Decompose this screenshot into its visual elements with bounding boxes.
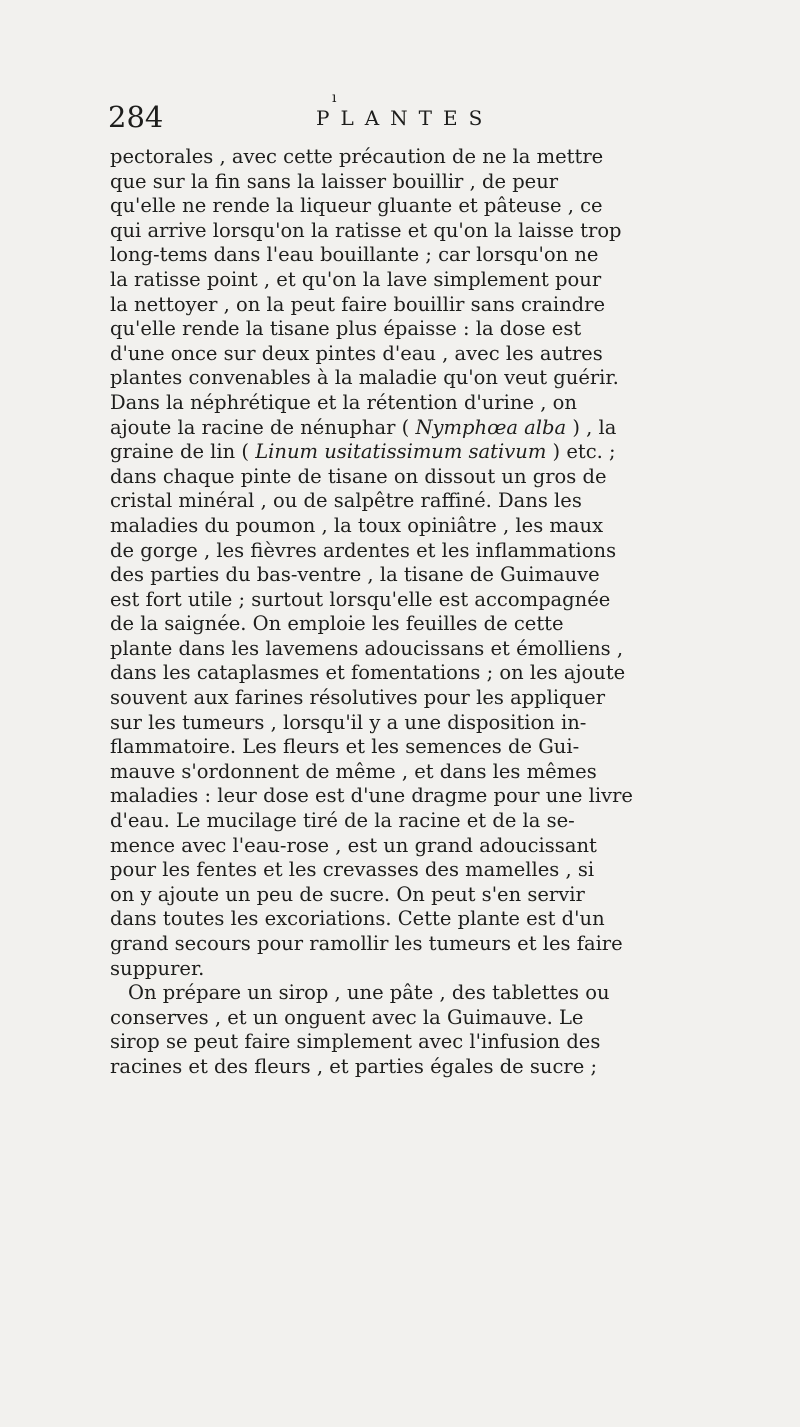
text-line: ajoute la racine de nénuphar ( Nymphœa alba ) , la	[110, 415, 617, 439]
text-line: de gorge , les fièvres ardentes et les inflammations	[110, 538, 617, 562]
text-line: racines et des fleurs , et parties égales de sucre ;	[110, 1054, 598, 1078]
text-line: des parties du bas-ventre , la tisane de Guimauve	[110, 563, 600, 587]
text-line: sirop se peut faire simplement avec l'infusion des	[110, 1030, 601, 1054]
ink-mark: ı	[332, 90, 337, 106]
text-line: qui arrive lorsqu'on la ratisse et qu'on la laisse trop	[110, 218, 622, 242]
text-line: qu'elle rende la tisane plus épaisse : la dose est	[110, 317, 582, 341]
text-line: dans toutes les excoriations. Cette plante est d'un	[110, 907, 605, 931]
text-line: sur les tumeurs , lorsqu'il y a une disposition in-	[110, 710, 587, 734]
text-line: plantes convenables à la maladie qu'on veut guérir.	[110, 366, 619, 390]
text-line: plante dans les lavemens adoucissans et émolliens ,	[110, 636, 624, 660]
text-line: la ratisse point , et qu'on la lave simplement pour	[110, 267, 602, 291]
text-line: grand secours pour ramollir les tumeurs et les faire	[110, 932, 623, 955]
text-line: qu'elle ne rende la liqueur gluante et pâteuse , ce	[110, 194, 603, 218]
text-line: pour les fentes et les crevasses des mamelles , si	[110, 858, 595, 882]
page-header	[108, 100, 708, 140]
text-line: maladies : leur dose est d'une dragme pour une livre	[110, 784, 633, 808]
text-line: Dans la néphrétique et la rétention d'urine , on	[110, 390, 577, 414]
text-line: cristal minéral , ou de salpêtre raffiné. Dans les	[110, 489, 582, 513]
text-line: pectorales , avec cette précaution de ne la mettre	[110, 145, 604, 168]
page-number: 284	[108, 100, 164, 134]
text-line: on y ajoute un peu de sucre. On peut s'en servir	[110, 882, 585, 906]
text-line: de la saignée. On emploie les feuilles de cette	[110, 612, 564, 636]
text-line: d'eau. Le mucilage tiré de la racine et de la se-	[110, 809, 575, 833]
running-title: PLANTES	[316, 106, 494, 130]
body-text	[110, 145, 710, 1080]
text-line: conserves , et un onguent avec la Guimauve. Le	[110, 1005, 584, 1029]
text-line: souvent aux farines résolutives pour les appliquer	[110, 686, 606, 710]
text-line: suppurer.	[110, 956, 205, 980]
text-line: flammatoire. Les fleurs et les semences de Gui-	[110, 735, 580, 759]
text-line: que sur la fin sans la laisser bouillir , de peur	[110, 169, 559, 193]
text-line: On prépare un sirop , une pâte , des tablettes ou	[128, 981, 610, 1005]
text-line: maladies du poumon , la toux opiniâtre , les maux	[110, 513, 604, 537]
text-line: mauve s'ordonnent de même , et dans les mêmes	[110, 759, 597, 783]
text-line: la nettoyer , on la peut faire bouillir sans craindre	[110, 292, 606, 316]
text-line: dans chaque pinte de tisane on dissout un gros de	[110, 464, 607, 488]
text-line: mence avec l'eau-rose , est un grand adoucissant	[110, 833, 597, 857]
text-line: d'une once sur deux pintes d'eau , avec les autres	[110, 341, 603, 365]
text-line: long-tems dans l'eau bouillante ; car lorsqu'on ne	[110, 243, 599, 267]
text-line: graine de lin ( Linum usitatissimum sativum ) etc. ;	[110, 440, 616, 464]
text-line: est fort utile ; surtout lorsqu'elle est accompagnée	[110, 587, 611, 611]
text-line: dans les cataplasmes et fomentations ; on les ajoute	[110, 661, 626, 685]
